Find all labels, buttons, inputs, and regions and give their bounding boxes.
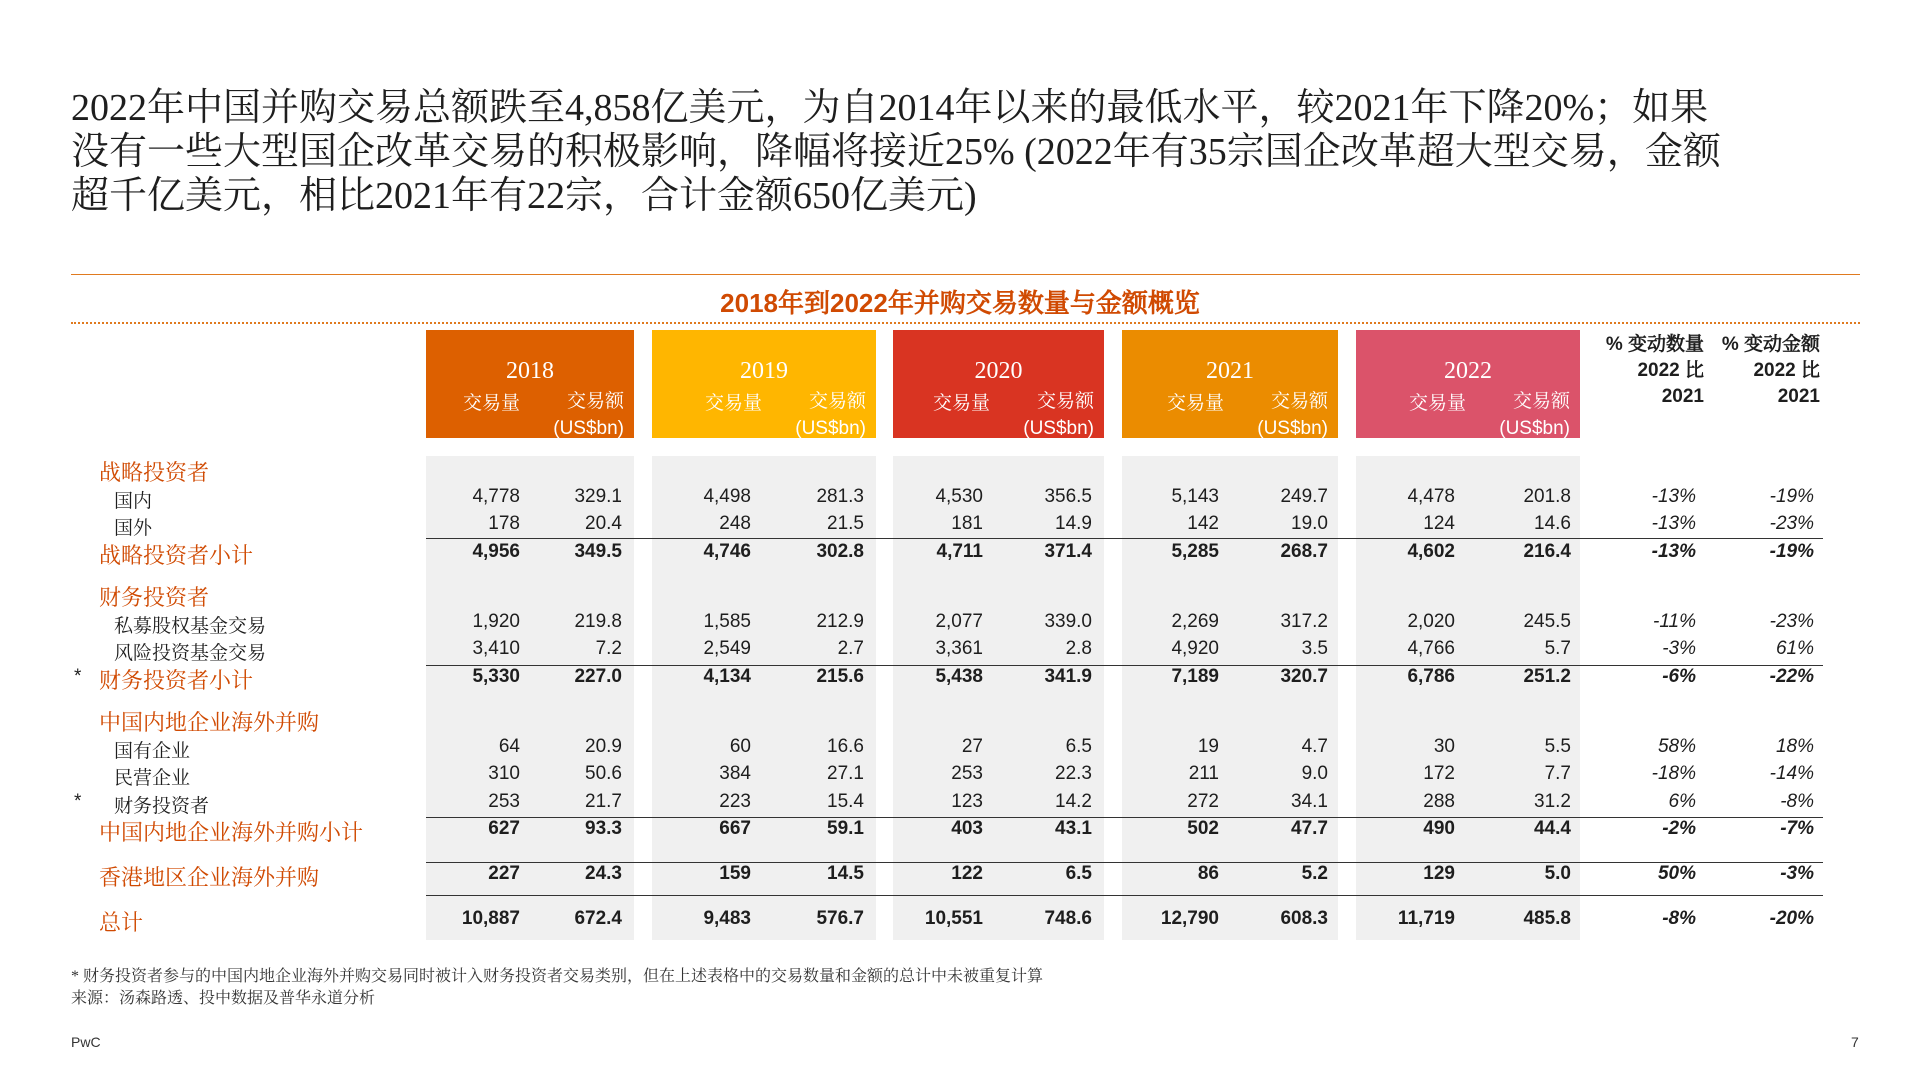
change-value-cell: 18% [1775, 736, 1814, 757]
count-cell: 2,269 [1171, 611, 1219, 632]
change-value-cell: 61% [1775, 638, 1814, 659]
change-value-header-line: % 变动金额 [1721, 334, 1820, 355]
change-count-header-line: 2021 [1661, 386, 1704, 407]
change-count-cell: -18% [1651, 763, 1696, 784]
footnote-marker: * [74, 666, 82, 687]
count-cell: 4,778 [472, 486, 520, 507]
value-cell: 349.5 [574, 541, 622, 562]
count-cell: 490 [1423, 818, 1455, 839]
value-cell: 3.5 [1301, 638, 1328, 659]
count-cell: 4,134 [703, 666, 751, 687]
count-cell: 124 [1423, 513, 1455, 534]
count-cell: 10,887 [461, 908, 520, 929]
count-cell: 4,920 [1171, 638, 1219, 659]
value-cell: 339.0 [1044, 611, 1092, 632]
value-cell: 216.4 [1523, 541, 1571, 562]
value-cell: 20.9 [585, 736, 622, 757]
value-column-header [553, 388, 624, 442]
count-cell: 159 [719, 863, 751, 884]
count-cell: 19 [1197, 736, 1219, 757]
count-cell: 288 [1423, 791, 1455, 812]
value-cell: 5.7 [1544, 638, 1571, 659]
change-value-header [1700, 332, 1820, 410]
change-count-cell: -13% [1651, 513, 1696, 534]
value-cell: 19.0 [1291, 513, 1328, 534]
count-cell: 172 [1423, 763, 1455, 784]
value-cell: 5.2 [1301, 863, 1328, 884]
change-count-cell: -13% [1651, 541, 1696, 562]
count-cell: 1,920 [472, 611, 520, 632]
value-cell: 9.0 [1301, 763, 1328, 784]
count-cell: 129 [1423, 863, 1455, 884]
year-header-2022 [1356, 330, 1580, 438]
change-value-cell: -14% [1769, 763, 1814, 784]
value-column-unit: (US$bn) [1499, 418, 1570, 439]
row-label: 战略投资者 [99, 460, 210, 485]
row-label: 财务投资者小计 [99, 668, 254, 693]
count-cell: 60 [729, 736, 751, 757]
year-header-2019 [652, 330, 876, 438]
section-header [0, 583, 1920, 609]
count-column-header: 交易量 [932, 393, 990, 414]
change-count-cell: 58% [1657, 736, 1696, 757]
count-cell: 211 [1188, 763, 1219, 784]
count-cell: 5,143 [1171, 486, 1219, 507]
row-label: 风险投资基金交易 [114, 643, 267, 664]
brand-footer: PwC [71, 1034, 101, 1050]
count-cell: 4,602 [1407, 541, 1455, 562]
table-row [0, 763, 1920, 789]
year-header-2021 [1122, 330, 1338, 438]
change-count-cell: -13% [1651, 486, 1696, 507]
value-cell: 7.2 [595, 638, 622, 659]
section-header [0, 458, 1920, 484]
value-cell: 21.5 [827, 513, 864, 534]
value-cell: 6.5 [1065, 736, 1092, 757]
change-value-cell: -23% [1769, 611, 1814, 632]
value-cell: 22.3 [1055, 763, 1092, 784]
change-count-header [1584, 332, 1704, 410]
subtotal-row [0, 541, 1920, 567]
count-cell: 122 [951, 863, 983, 884]
count-column-header: 交易量 [462, 393, 520, 414]
value-cell: 20.4 [585, 513, 622, 534]
table-row [0, 486, 1920, 512]
count-cell: 123 [951, 791, 983, 812]
table-row [0, 611, 1920, 637]
headline-line: 没有一些大型国企改革交易的积极影响，降幅将接近25% (2022年有35宗国企改革超大型交易，金额 [71, 131, 1721, 173]
count-cell: 4,766 [1407, 638, 1455, 659]
value-cell: 356.5 [1044, 486, 1092, 507]
value-column-unit: (US$bn) [553, 418, 624, 439]
count-cell: 9,483 [703, 908, 751, 929]
value-cell: 320.7 [1280, 666, 1328, 687]
value-cell: 219.8 [574, 611, 622, 632]
count-cell: 4,530 [935, 486, 983, 507]
change-value-cell: -19% [1769, 486, 1814, 507]
row-label: 香港地区企业海外并购 [99, 865, 320, 890]
change-count-header-line: 2022 比 [1637, 360, 1704, 381]
value-column-header [1023, 388, 1094, 442]
value-cell: 672.4 [574, 908, 622, 929]
count-cell: 227 [488, 863, 520, 884]
count-cell: 12,790 [1160, 908, 1219, 929]
subtotal-row [0, 818, 1920, 844]
value-cell: 302.8 [816, 541, 864, 562]
value-cell: 31.2 [1534, 791, 1571, 812]
value-cell: 14.5 [827, 863, 864, 884]
table-row [0, 513, 1920, 539]
value-cell: 24.3 [585, 863, 622, 884]
value-cell: 44.4 [1534, 818, 1571, 839]
count-cell: 248 [719, 513, 751, 534]
change-value-header-line: 2021 [1777, 386, 1820, 407]
value-cell: 47.7 [1291, 818, 1328, 839]
value-column-label: 交易额 [1270, 391, 1328, 412]
row-divider [426, 817, 1823, 818]
value-cell: 281.3 [816, 486, 864, 507]
headline-line: 超千亿美元，相比2021年有22宗，合计金额650亿美元) [71, 175, 977, 217]
section-header [0, 708, 1920, 734]
count-cell: 2,020 [1407, 611, 1455, 632]
count-cell: 5,330 [472, 666, 520, 687]
value-cell: 317.2 [1280, 611, 1328, 632]
value-cell: 50.6 [585, 763, 622, 784]
count-column-header: 交易量 [704, 393, 762, 414]
row-label: 战略投资者小计 [99, 543, 254, 568]
value-cell: 14.6 [1534, 513, 1571, 534]
value-cell: 27.1 [827, 763, 864, 784]
change-count-cell: -3% [1662, 638, 1696, 659]
footnote-marker: * [74, 791, 82, 812]
value-cell: 341.9 [1044, 666, 1092, 687]
count-cell: 178 [488, 513, 520, 534]
row-label: 国外 [114, 518, 153, 539]
count-cell: 10,551 [924, 908, 983, 929]
row-label: 中国内地企业海外并购 [99, 710, 320, 735]
change-value-cell: -23% [1769, 513, 1814, 534]
value-column-header [1499, 388, 1570, 442]
value-cell: 21.7 [585, 791, 622, 812]
footnotes [71, 966, 1043, 1010]
count-cell: 272 [1187, 791, 1219, 812]
row-label: 私募股权基金交易 [114, 616, 267, 637]
value-cell: 249.7 [1280, 486, 1328, 507]
value-column-label: 交易额 [566, 391, 624, 412]
value-column-unit: (US$bn) [795, 418, 866, 439]
table-row [0, 791, 1920, 817]
value-cell: 245.5 [1523, 611, 1571, 632]
change-value-header-line: 2022 比 [1753, 360, 1820, 381]
count-cell: 223 [719, 791, 751, 812]
year-header-2018 [426, 330, 634, 438]
headline-line: 2022年中国并购交易总额跌至4,858亿美元，为自2014年以来的最低水平，较2021年下降20%；如果 [71, 87, 1709, 129]
row-label: 总计 [99, 910, 144, 935]
value-column-label: 交易额 [1036, 391, 1094, 412]
count-cell: 142 [1187, 513, 1219, 534]
headline [71, 86, 1871, 218]
value-column-header [1257, 388, 1328, 442]
change-value-cell: -8% [1780, 791, 1814, 812]
year-header-2020 [893, 330, 1104, 438]
year-label: 2021 [1206, 358, 1254, 384]
subtotal-row [0, 863, 1920, 889]
count-cell: 64 [498, 736, 520, 757]
value-column-label: 交易额 [808, 391, 866, 412]
value-column-unit: (US$bn) [1257, 418, 1328, 439]
count-column-header: 交易量 [1166, 393, 1224, 414]
count-cell: 181 [951, 513, 983, 534]
change-value-cell: -22% [1769, 666, 1814, 687]
value-cell: 748.6 [1044, 908, 1092, 929]
value-column-unit: (US$bn) [1023, 418, 1094, 439]
row-label: 中国内地企业海外并购小计 [99, 820, 364, 845]
count-cell: 403 [951, 818, 983, 839]
year-label: 2022 [1444, 358, 1492, 384]
count-cell: 11,719 [1397, 908, 1455, 929]
value-cell: 371.4 [1044, 541, 1092, 562]
count-cell: 4,956 [472, 541, 520, 562]
footnote-asterisk: * 财务投资者参与的中国内地企业海外并购交易同时被计入财务投资者交易类别，但在上述表格中的交易数量和金额的总计中未被重复计算 [71, 968, 1044, 985]
count-cell: 253 [488, 791, 520, 812]
value-cell: 268.7 [1280, 541, 1328, 562]
value-column-label: 交易额 [1512, 391, 1570, 412]
page-number: 7 [1851, 1034, 1859, 1050]
count-cell: 7,189 [1171, 666, 1219, 687]
value-cell: 59.1 [827, 818, 864, 839]
change-count-cell: -8% [1662, 908, 1696, 929]
value-cell: 5.5 [1544, 736, 1571, 757]
value-cell: 5.0 [1544, 863, 1571, 884]
change-count-cell: -11% [1653, 611, 1696, 632]
count-cell: 6,786 [1407, 666, 1455, 687]
row-divider [426, 895, 1823, 896]
value-cell: 215.6 [816, 666, 864, 687]
row-divider [426, 665, 1823, 666]
count-cell: 5,438 [935, 666, 983, 687]
row-label: 国内 [114, 491, 153, 512]
count-cell: 1,585 [703, 611, 751, 632]
count-cell: 4,498 [703, 486, 751, 507]
year-label: 2020 [974, 358, 1023, 384]
year-label: 2018 [506, 358, 554, 384]
value-cell: 2.7 [837, 638, 864, 659]
footnote-source: 来源：汤森路透、投中数据及普华永道分析 [71, 990, 376, 1007]
table-row [0, 736, 1920, 762]
count-cell: 384 [719, 763, 751, 784]
count-cell: 502 [1187, 818, 1219, 839]
change-value-cell: -19% [1769, 541, 1814, 562]
value-cell: 485.8 [1523, 908, 1571, 929]
value-cell: 4.7 [1301, 736, 1328, 757]
count-cell: 4,478 [1407, 486, 1455, 507]
row-label: 国有企业 [114, 741, 191, 762]
value-cell: 15.4 [827, 791, 864, 812]
count-cell: 30 [1433, 736, 1455, 757]
change-count-cell: 6% [1668, 791, 1696, 812]
count-column-header: 交易量 [1408, 393, 1466, 414]
value-column-header [795, 388, 866, 442]
count-cell: 2,077 [935, 611, 983, 632]
row-label: 财务投资者 [99, 585, 210, 610]
table-row [0, 638, 1920, 664]
year-label: 2019 [740, 358, 788, 384]
change-count-header-line: % 变动数量 [1605, 334, 1704, 355]
table-title: 2018年到2022年并购交易数量与金额概览 [720, 288, 1200, 318]
top-divider [71, 274, 1860, 275]
subtotal-row [0, 908, 1920, 934]
value-cell: 576.7 [816, 908, 864, 929]
change-count-cell: -2% [1662, 818, 1696, 839]
value-cell: 7.7 [1544, 763, 1571, 784]
value-cell: 43.1 [1055, 818, 1092, 839]
count-cell: 310 [488, 763, 520, 784]
row-label: 民营企业 [114, 768, 191, 789]
value-cell: 16.6 [827, 736, 864, 757]
count-cell: 4,746 [703, 541, 751, 562]
change-count-cell: 50% [1657, 863, 1696, 884]
count-cell: 86 [1197, 863, 1219, 884]
count-cell: 4,711 [936, 541, 983, 562]
dotted-divider [71, 322, 1860, 324]
value-cell: 2.8 [1065, 638, 1092, 659]
value-cell: 608.3 [1280, 908, 1328, 929]
value-cell: 212.9 [816, 611, 864, 632]
value-cell: 93.3 [585, 818, 622, 839]
value-cell: 227.0 [574, 666, 622, 687]
row-divider [426, 538, 1823, 539]
subtotal-row [0, 666, 1920, 692]
row-label: 财务投资者 [114, 796, 210, 817]
count-cell: 2,549 [703, 638, 751, 659]
value-cell: 201.8 [1523, 486, 1571, 507]
row-divider [426, 862, 1823, 863]
value-cell: 14.9 [1055, 513, 1092, 534]
count-cell: 27 [961, 736, 983, 757]
value-cell: 34.1 [1291, 791, 1328, 812]
value-cell: 329.1 [574, 486, 622, 507]
value-cell: 6.5 [1065, 863, 1092, 884]
count-cell: 3,361 [935, 638, 983, 659]
change-count-cell: -6% [1662, 666, 1696, 687]
count-cell: 3,410 [472, 638, 520, 659]
value-cell: 14.2 [1055, 791, 1092, 812]
change-value-cell: -3% [1780, 863, 1814, 884]
value-cell: 251.2 [1523, 666, 1571, 687]
count-cell: 627 [488, 818, 520, 839]
count-cell: 253 [951, 763, 983, 784]
change-value-cell: -7% [1780, 818, 1814, 839]
count-cell: 667 [719, 818, 751, 839]
count-cell: 5,285 [1171, 541, 1219, 562]
change-value-cell: -20% [1769, 908, 1814, 929]
